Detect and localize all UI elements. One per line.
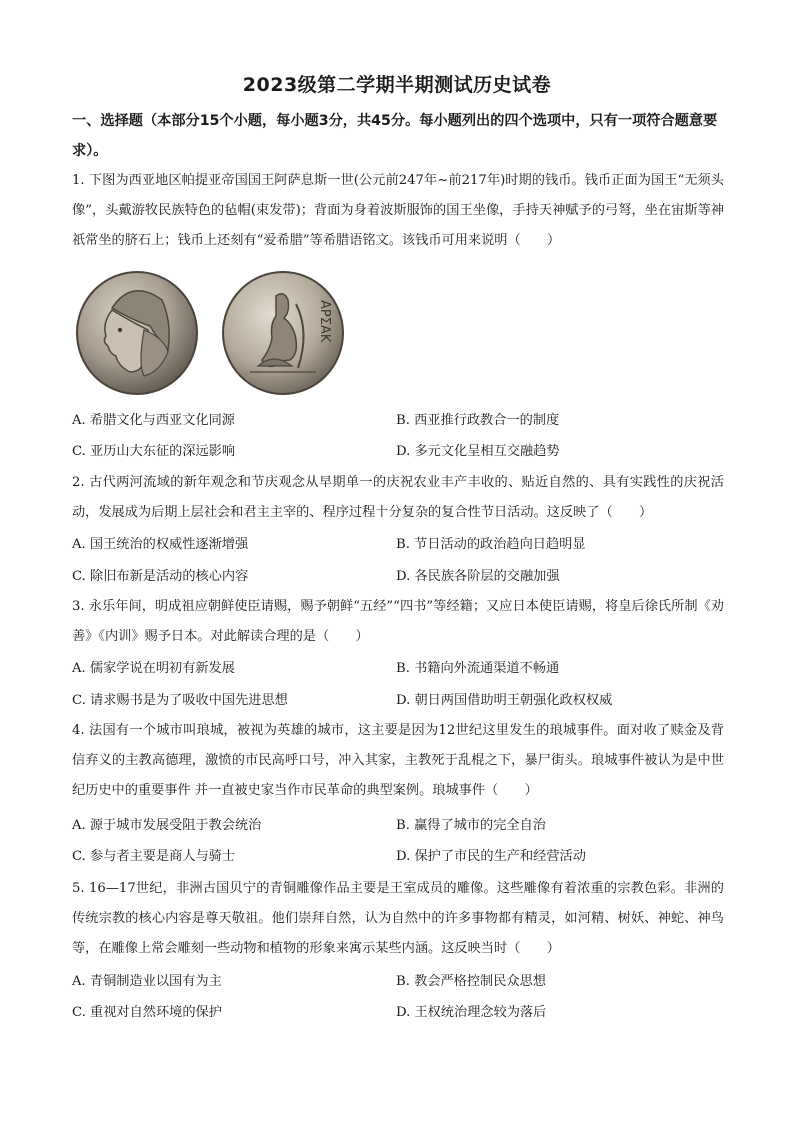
question-4-stem: 4. 法国有一个城市叫琅城，被视为英雄的城市，这主要是因为12世纪这里发生的琅城事件。面对收了赎金及背信弃义的主教高德理，激愤的市民高呼口号，冲入其家，主教死于乱棍之下，暴尸街头。琅城事件被认为是中世纪历史中的重要事件 并一直被史家当作市民革命的典型案例。琅城事件（ ） xyxy=(72,723,724,798)
question-2-option-a: A. 国王统治的权威性逐渐增强 xyxy=(72,537,249,552)
question-2-option-d: D. 各民族各阶层的交融加强 xyxy=(396,569,560,584)
question-1-stem: 1. 下图为西亚地区帕提亚帝国国王阿萨息斯一世(公元前247年~前217年)时期的钱币。钱币正面为国王“无须头像”，头戴游牧民族特色的毡帽(束发带)；背面为身着波斯服饰的国王坐像，手持天神赋予的弓弩，坐在宙斯等神祇常坐的脐石上；钱币上还刻有“爱希腊”等希腊语铭文。该钱币可用来说明（ ） xyxy=(72,173,724,248)
page-title: 2023级第二学期半期测试历史试卷 xyxy=(242,74,552,96)
question-1-option-b: B. 西亚推行政教合一的制度 xyxy=(396,413,560,428)
coin-reverse-image xyxy=(218,268,348,398)
question-3-option-a: A. 儒家学说在明初有新发展 xyxy=(72,661,235,676)
question-3-stem: 3. 永乐年间，明成祖应朝鲜使臣请赐，赐予朝鲜“五经”“四书”等经籍；又应日本使臣请赐，将皇后徐氏所制《劝善》《内训》赐予日本。对此解读合理的是（ ） xyxy=(72,599,724,644)
question-4-option-d: D. 保护了市民的生产和经营活动 xyxy=(396,849,586,864)
question-4-option-a: A. 源于城市发展受阻于教会统治 xyxy=(72,818,262,833)
question-5-stem: 5. 16—17世纪，非洲古国贝宁的青铜雕像作品主要是王室成员的雕像。这些雕像有着浓重的宗教色彩。非洲的传统宗教的核心内容是尊天敬祖。他们崇拜自然，认为自然中的许多事物都有精灵，如河精、树妖、神蛇、神鸟等，在雕像上常会雕刻一些动物和植物的形象来寓示某些内涵。这反映当时（ ） xyxy=(72,881,724,956)
question-3-option-c: C. 请求赐书是为了吸收中国先进思想 xyxy=(72,693,288,708)
question-5-option-a: A. 青铜制造业以国有为主 xyxy=(72,974,222,989)
question-5-option-b: B. 教会严格控制民众思想 xyxy=(396,974,546,989)
coin-obverse-image xyxy=(72,268,202,398)
section-heading: 一、选择题（本部分15个小题，每小题3分，共45分。每小题列出的四个选项中，只有一项符合题意要求）。 xyxy=(72,113,718,159)
question-4-option-c: C. 参与者主要是商人与骑士 xyxy=(72,849,236,864)
coin-image xyxy=(72,268,357,398)
question-5-option-c: C. 重视对自然环境的保护 xyxy=(72,1005,222,1020)
question-2-stem: 2. 古代两河流域的新年观念和节庆观念从早期单一的庆祝农业丰产丰收的、贴近自然的、具有实践性的庆祝活动，发展成为后期上层社会和君主主宰的、程序过程十分复杂的复合性节日活动。这反映了（ ） xyxy=(72,475,724,520)
question-4-option-b: B. 赢得了城市的完全自治 xyxy=(396,818,546,833)
coin-inscription: ΑΡΣΑΚ xyxy=(317,300,332,343)
question-2-option-c: C. 除旧布新是活动的核心内容 xyxy=(72,569,249,584)
question-5-option-d: D. 王权统治理念较为落后 xyxy=(396,1005,547,1020)
question-3-option-d: D. 朝日两国借助明王朝强化政权权威 xyxy=(396,693,613,708)
question-3-option-b: B. 书籍向外流通渠道不畅通 xyxy=(396,661,560,676)
question-1-option-d: D. 多元文化呈相互交融趋势 xyxy=(396,444,560,459)
question-2-option-b: B. 节日活动的政治趋向日趋明显 xyxy=(396,537,586,552)
question-1-option-c: C. 亚历山大东征的深远影响 xyxy=(72,444,236,459)
question-1-option-a: A. 希腊文化与西亚文化同源 xyxy=(72,413,235,428)
